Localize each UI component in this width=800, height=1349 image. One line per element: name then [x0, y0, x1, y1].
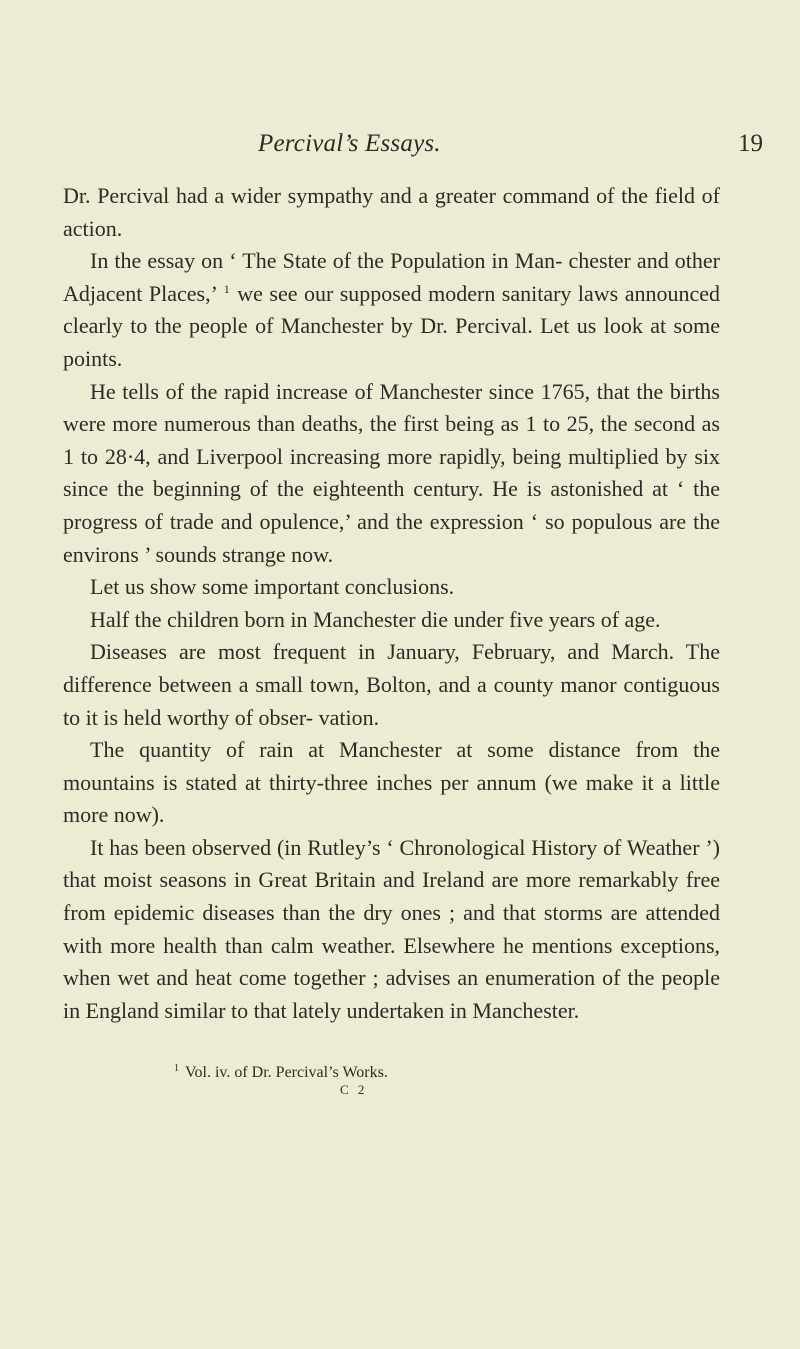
footnote-marker: 1: [174, 1063, 179, 1074]
paragraph-2-rest: we see our supposed modern sanitary laws announced clearly to the people of Manchester by Dr. Percival. Let us look at some points.: [63, 280, 721, 371]
footnote: [174, 1062, 734, 1084]
footnote-reference: 1: [223, 281, 230, 296]
body-text: [63, 180, 720, 1027]
running-header: [0, 130, 800, 166]
paragraph-2-lead: In the essay on ‘ The State of the Population in Man- chester and other Adjacent Places,’: [63, 248, 720, 306]
paragraph-2: [63, 245, 720, 375]
paragraph-7: The quantity of rain at Manchester at some distance from the mountains is stated at thirty-three inches per annum (we make it a little more now).: [63, 737, 720, 828]
paragraph-8: It has been observed (in Rutley’s ‘ Chronological History of Weather ’) that moist seasons in Great Britain and Ireland are more remarkably free from epidemic diseases than the dry ones ; and that storms are attended with more health than calm weather. Elsewhere he mentions exceptions, when wet and heat come together ; advises an enumeration of the people in England similar to that lately undertaken in Manchester.: [63, 834, 720, 1023]
paragraph-5: Half the children born in Manchester die under five years of age.: [90, 606, 661, 632]
paragraph-3: He tells of the rapid increase of Manchester since 1765, that the births were more numerous than deaths, the first being as 1 to 25, the second as 1 to 28·4, and Liverpool increasing more rapidly, being multiplied by six since the beginning of the eighteenth century. He is astonished at ‘ the progress of trade and opulence,’ and the expression ‘ so populous are the environs ’ sounds strange now.: [63, 378, 720, 567]
paragraph-1: Dr. Percival had a wider sympathy and a greater command of the field of action.: [63, 183, 720, 241]
paragraph-4: Let us show some important conclusions.: [90, 574, 455, 600]
paragraph-6: Diseases are most frequent in January, February, and March. The difference between a small town, Bolton, and a county manor contiguous to it is held worthy of obser- vation.: [63, 639, 720, 730]
signature-mark: C 2: [340, 1082, 368, 1097]
running-title: Percival’s Essays.: [258, 130, 441, 157]
footnote-text: Vol. iv. of Dr. Percival’s Works.: [185, 1064, 388, 1081]
page-number: 19: [738, 130, 763, 157]
